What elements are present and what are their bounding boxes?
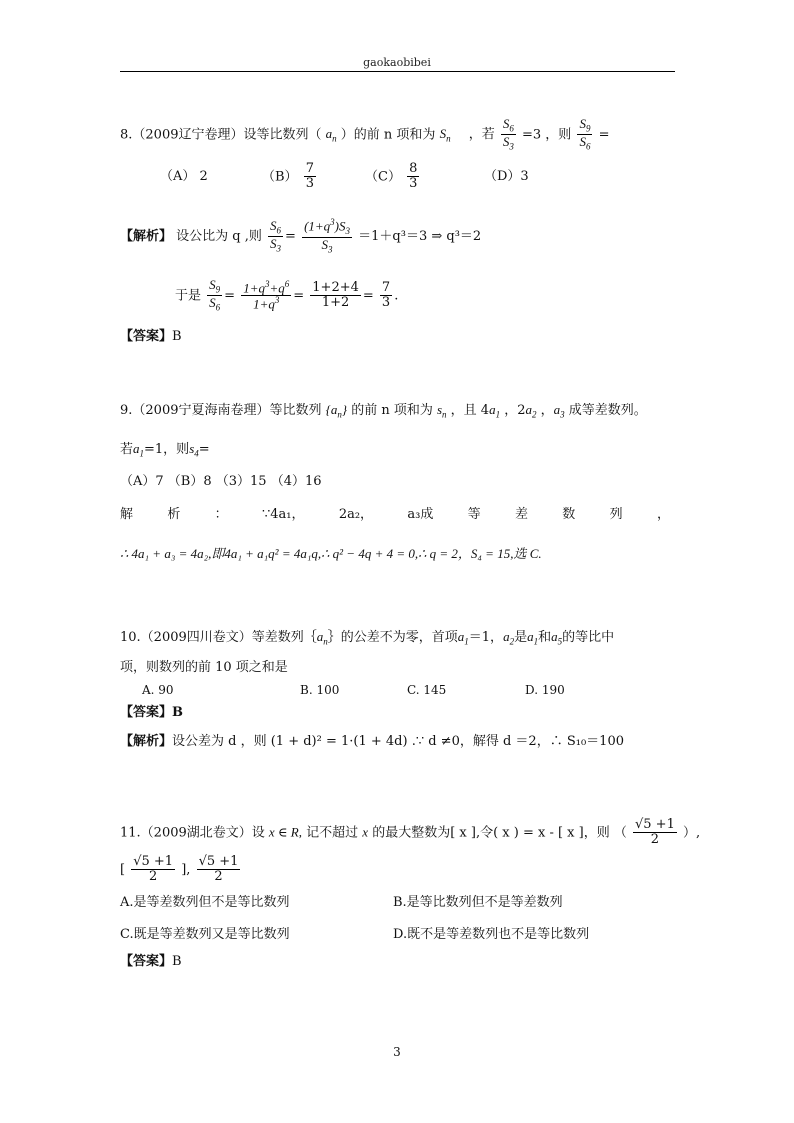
q11-option-b: B.是等比数列但不是等差数列 [393, 895, 563, 910]
q11-answer: 【答案】B [120, 954, 182, 969]
q8-option-a: （A） 2 [160, 169, 208, 184]
q10-option-b: B. 100 [300, 683, 340, 697]
q11-line2: [ $\frac{√5 +1}{2}$ ], $\frac{√5 +1}{2}$ [120, 854, 239, 885]
q8-answer: 【答案】B [120, 329, 182, 344]
q10-answer: 【答案】B [120, 705, 184, 720]
q8-option-d: （D）3 [484, 169, 529, 184]
q10-option-d: D. 190 [525, 683, 565, 697]
q10-option-c: C. 145 [407, 683, 447, 697]
q10-option-a: A. 90 [142, 683, 174, 697]
q9-stem: 9.（2009宁夏海南卷理）等比数列 $\{a_n\}$ 的前 n 项和为 $s_n$ ，且 $4a_1$ ，$2a_2$ ，$a_3$ 成等差数列。 [120, 402, 647, 420]
page-number: 3 [393, 1045, 401, 1059]
q8-stem: 8.（2009辽宁卷理）设等比数列（ $a_n$ ）的前 n 项和为 $S_n$ ，若 $\frac{S_6}{S_3}$ =3 ，则 $\frac{S_9}{S_6}$ = [120, 116, 610, 153]
q11-option-c: C.既是等差数列又是等比数列 [120, 927, 290, 942]
q9-calc: ∴ 4a₁ + a₃ = 4a₂,即4a₁ + a₁q² = 4a₁q,∴ q² − 4q + 4 = 0,∴ q = 2，S₄ = 15,选 C. [120, 546, 542, 561]
q8-solution: 【解析】 设公比为 q ,则 $\frac{S_6}{S_3}$ = $\frac{(1+q^3)S_3}{S_3}$ ＝1＋q³＝3 ⇒ q³＝2 [120, 217, 482, 255]
q9-line2: 若$a_1=1$，则$s_4=$ [120, 441, 210, 459]
q11-stem: 11.（2009湖北卷文）设 x ∈ R, 记不超过 x 的最大整数为[ x ],令( x ) = x - [ x ]，则 （ $\frac{√5 +1}{2}$ ）, [120, 817, 701, 848]
q8-option-b: （B） $\frac{7}{3}$ [262, 161, 314, 192]
q10-stem: 10.（2009四川卷文）等差数列$\{a_n\}$的公差不为零，首项$a_1=1$，$a_2$是$a_1$和$a_5$的等比中 [120, 629, 615, 647]
q11-option-a: A.是等差数列但不是等比数列 [120, 895, 290, 910]
q10-solution: 【解析】设公差为 d ，则 (1 + d)² = 1·(1 + 4d) .∵ d ≠0，解得 d ＝2，∴ S₁₀＝100 [120, 734, 624, 749]
q10-line2: 项，则数列的前 10 项之和是 [120, 660, 288, 675]
q9-solution-spread: 解 析 ： ∵4a₁， 2a₂， a₃成 等 差 数 列 ， [120, 507, 670, 522]
q8-solution-2: 于是 $\frac{S_9}{S_6}$ = $\frac{1+q^3+q^6}{1+q^3}$ = $\frac{1+2+4}{1+2}$ = $\frac{7}{3}$ . [175, 277, 399, 314]
page-header: gaokaobibei [363, 56, 431, 69]
q9-options: （A）7 （B）8 （3）15 （4）16 [120, 474, 322, 489]
q8-option-c: （C） $\frac{8}{3}$ [365, 161, 418, 192]
q11-option-d: D.既不是等差数列也不是等比数列 [393, 927, 590, 942]
header-rule [120, 71, 675, 72]
